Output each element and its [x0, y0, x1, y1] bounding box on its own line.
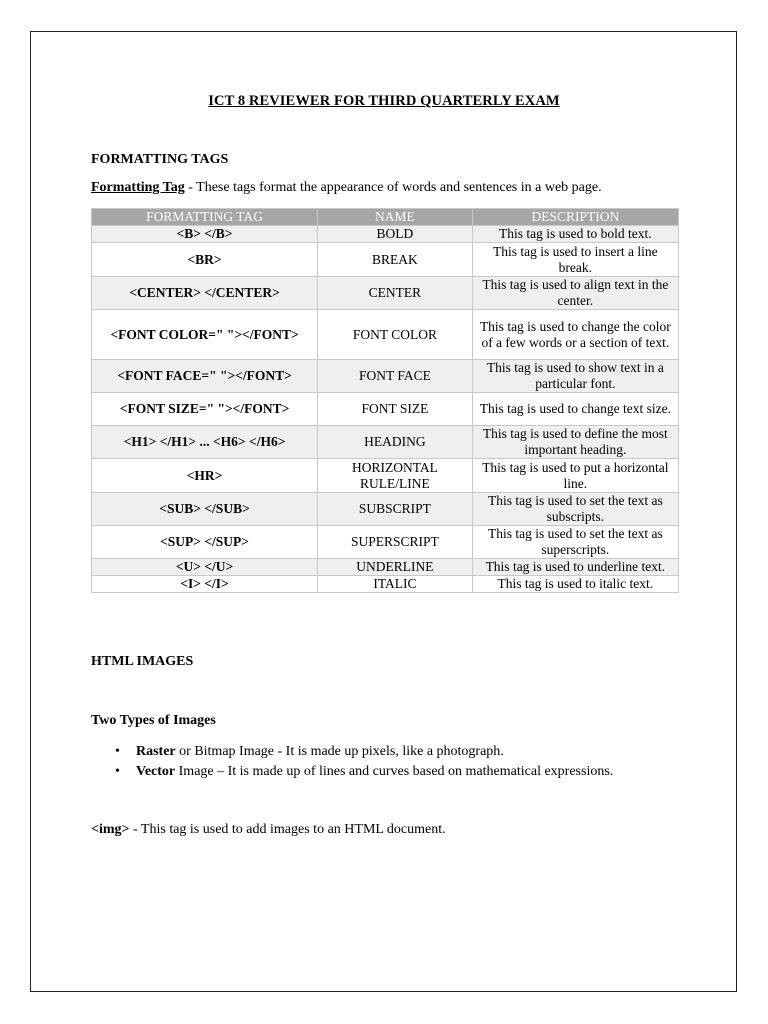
tag-cell: <I> </I>	[92, 576, 318, 593]
table-row	[92, 459, 679, 493]
document-title: ICT 8 REVIEWER FOR THIRD QUARTERLY EXAM	[208, 93, 560, 109]
column-header-tag: FORMATTING TAG	[92, 209, 318, 226]
list-item-raster	[91, 742, 613, 762]
tag-cell: <SUB> </SUB>	[92, 493, 318, 526]
name-cell: BREAK	[318, 243, 473, 277]
table-row	[92, 360, 679, 393]
name-cell: BOLD	[318, 226, 473, 243]
name-cell: HORIZONTAL RULE/LINE	[318, 459, 473, 493]
description-cell: This tag is used to insert a line break.	[472, 243, 678, 277]
table-row	[92, 243, 679, 277]
img-tag-note	[91, 822, 446, 838]
description-cell: This tag is used to italic text.	[472, 576, 678, 593]
table-row	[92, 426, 679, 459]
description-cell: This tag is used to set the text as superscripts.	[472, 526, 678, 559]
description-cell: This tag is used to bold text.	[472, 226, 678, 243]
tag-cell: <CENTER> </CENTER>	[92, 277, 318, 310]
description-cell: This tag is used to set the text as subscripts.	[472, 493, 678, 526]
description-cell: This tag is used to define the most important heading.	[472, 426, 678, 459]
formatting-tag-definition	[91, 180, 602, 196]
formatting-tags-table	[91, 208, 679, 593]
description-cell: This tag is used to change text size.	[472, 393, 678, 426]
definition-text: - These tags format the appearance of words and sentences in a web page.	[184, 180, 602, 195]
column-header-description: DESCRIPTION	[472, 209, 678, 226]
tag-cell: <H1> </H1> ... <H6> </H6>	[92, 426, 318, 459]
bullet-icon: •	[115, 764, 120, 779]
table-row	[92, 493, 679, 526]
image-types-list	[91, 742, 613, 782]
name-cell: HEADING	[318, 426, 473, 459]
name-cell: SUPERSCRIPT	[318, 526, 473, 559]
tag-cell: <BR>	[92, 243, 318, 277]
table-row	[92, 277, 679, 310]
tag-cell: <SUP> </SUP>	[92, 526, 318, 559]
name-cell: FONT SIZE	[318, 393, 473, 426]
img-tag-description: - This tag is used to add images to an HTML document.	[129, 822, 446, 837]
list-item-vector	[91, 762, 613, 782]
name-cell: CENTER	[318, 277, 473, 310]
table-row	[92, 310, 679, 360]
table-header-row	[92, 209, 679, 226]
bullet-icon: •	[115, 744, 120, 759]
tag-cell: <FONT SIZE=" "></FONT>	[92, 393, 318, 426]
name-cell: UNDERLINE	[318, 559, 473, 576]
img-tag: <img>	[91, 822, 130, 837]
column-header-name: NAME	[318, 209, 473, 226]
description-cell: This tag is used to align text in the center.	[472, 277, 678, 310]
table-row	[92, 576, 679, 593]
list-item-text: or Bitmap Image - It is made up pixels, like a photograph.	[175, 744, 504, 759]
name-cell: FONT FACE	[318, 360, 473, 393]
table-row	[92, 559, 679, 576]
tag-cell: <U> </U>	[92, 559, 318, 576]
definition-term: Formatting Tag	[91, 180, 185, 195]
tag-cell: <B> </B>	[92, 226, 318, 243]
description-cell: This tag is used to show text in a particular font.	[472, 360, 678, 393]
tag-cell: <FONT FACE=" "></FONT>	[92, 360, 318, 393]
list-item-term: Vector	[136, 764, 176, 779]
subheading-two-types-of-images: Two Types of Images	[91, 713, 216, 728]
description-cell: This tag is used to change the color of a few words or a section of text.	[472, 310, 678, 360]
description-cell: This tag is used to put a horizontal line.	[472, 459, 678, 493]
name-cell: ITALIC	[318, 576, 473, 593]
description-cell: This tag is used to underline text.	[472, 559, 678, 576]
name-cell: FONT COLOR	[318, 310, 473, 360]
table-row	[92, 393, 679, 426]
table-row	[92, 526, 679, 559]
name-cell: SUBSCRIPT	[318, 493, 473, 526]
tag-cell: <HR>	[92, 459, 318, 493]
tag-cell: <FONT COLOR=" "></FONT>	[92, 310, 318, 360]
table-row	[92, 226, 679, 243]
list-item-term: Raster	[136, 744, 176, 759]
section-heading-html-images: HTML IMAGES	[91, 654, 194, 669]
list-item-text: Image – It is made up of lines and curves based on mathematical expressions.	[175, 764, 614, 779]
section-heading-formatting-tags: FORMATTING TAGS	[91, 152, 229, 167]
